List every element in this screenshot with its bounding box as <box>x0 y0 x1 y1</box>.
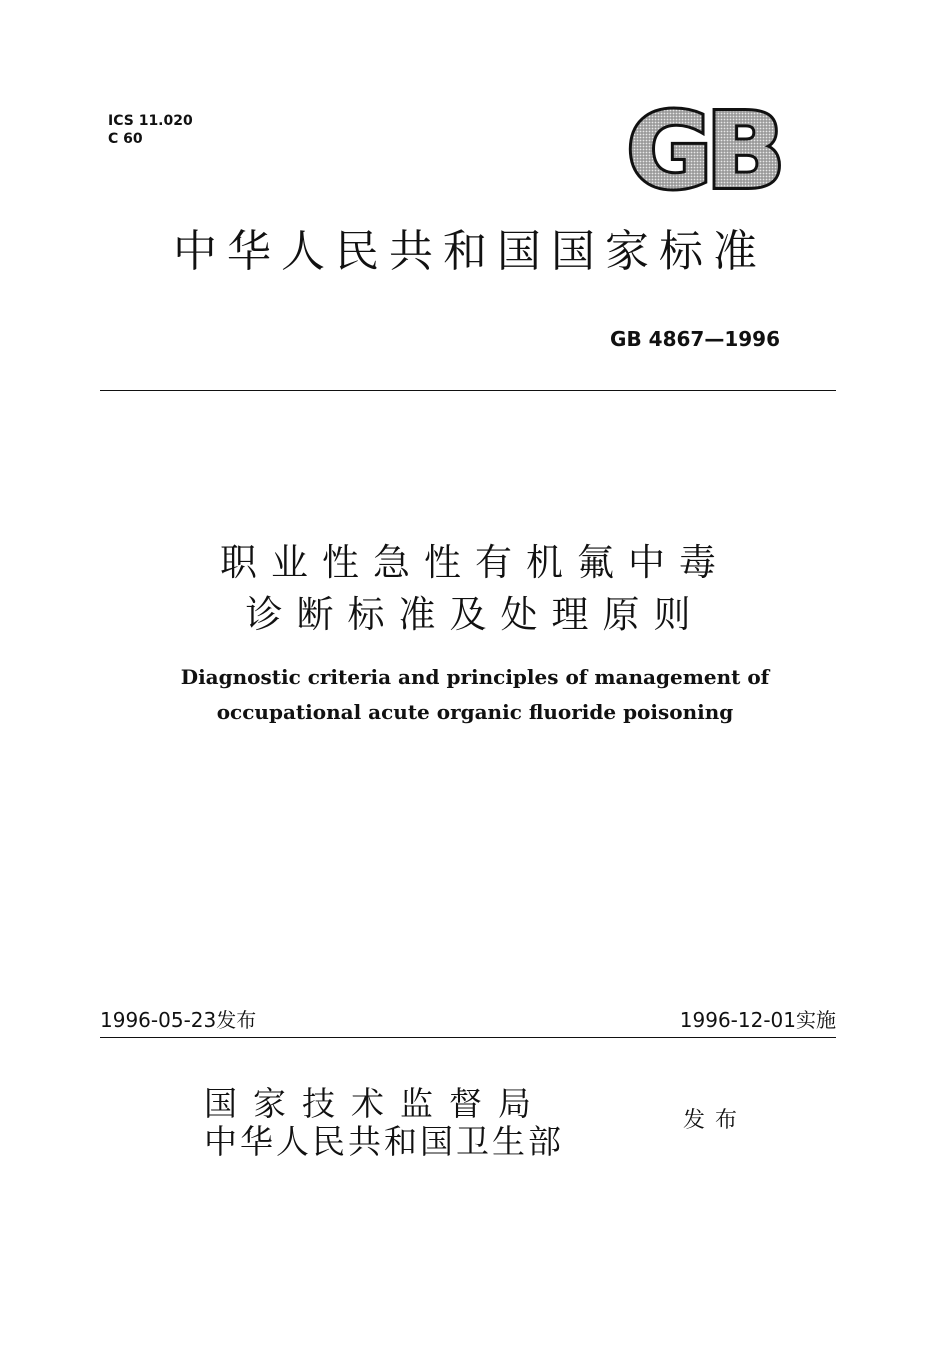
standard-code: GB 4867—1996 <box>610 327 780 351</box>
gb-logo <box>624 103 782 195</box>
implement-date: 1996-12-01实施 <box>679 1008 836 1032</box>
publish-label: 发布 <box>683 1108 748 1133</box>
issuer-line-2: 中华人民共和国卫生部 <box>204 1122 564 1161</box>
classification-codes <box>108 112 193 148</box>
bottom-divider <box>100 1037 836 1038</box>
ics-code: ICS 11.020 <box>108 113 193 129</box>
cn-title-line-1: 职业性急性有机氟中毒 <box>220 541 730 584</box>
cn-title-line-2: 诊断标准及处理原则 <box>245 593 705 636</box>
en-title-line-1: Diagnostic criteria and principles of management of <box>180 665 770 689</box>
top-divider <box>100 390 836 391</box>
issue-date: 1996-05-23发布 <box>100 1008 257 1032</box>
gb-logo-text: GB <box>626 103 780 195</box>
en-title-line-2: occupational acute organic fluoride poisoning <box>216 700 734 724</box>
ccs-code: C 60 <box>108 131 143 147</box>
standard-title: 中华人民共和国国家标准 <box>173 226 767 277</box>
issuer-line-1: 国家技术监督局 <box>204 1084 547 1123</box>
